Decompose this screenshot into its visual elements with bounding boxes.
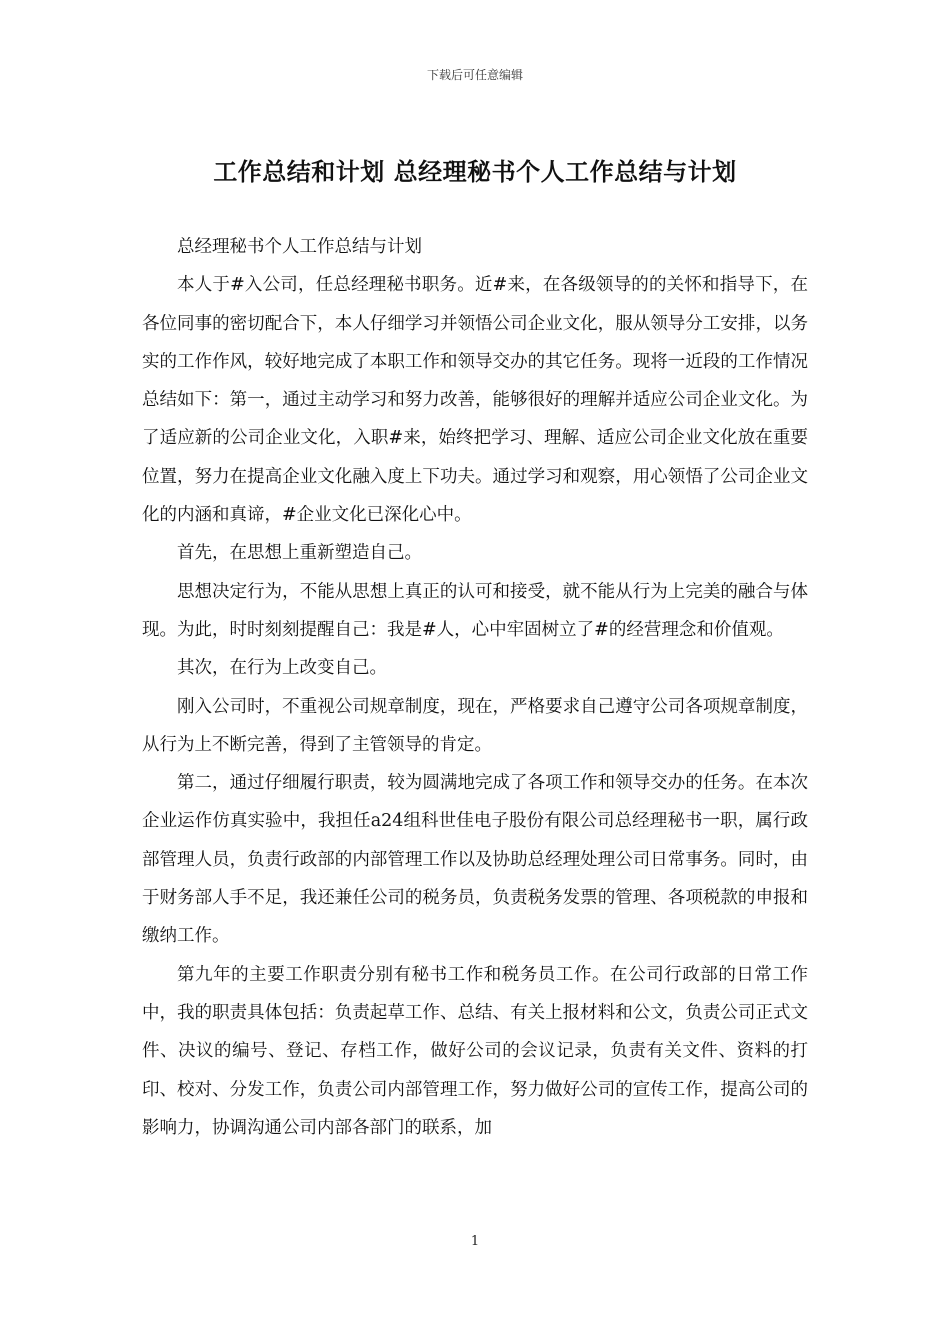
paragraph-subtitle: 总经理秘书个人工作总结与计划 — [177, 237, 422, 257]
paragraph-first-point: 首先，在思想上重新塑造自己。 — [177, 543, 422, 564]
page-header: 下载后可任意编辑 — [426, 68, 523, 82]
paragraph-duties: 第二，通过仔细履行职责，较为圆满地完成了各项工作和领导交办的任务。在本次企业运作仿真实验中，我担任a24组科世佳电子股份有限公司总经理秘书一职，属行政部管理人员，负责行政部的内部管理工作以及协助总经理处理公司日常事务。同时，由于财务部人手不足，我还兼任公司的税务员，负责税务发票的管理、各项税款的申报和缴纳工作。 — [142, 773, 808, 947]
document-body — [142, 228, 808, 1147]
paragraph-second-point: 其次，在行为上改变自己。 — [177, 658, 387, 679]
paragraph-intro: 本人于#入公司，任总经理秘书职务。近#来，在各级领导的的关怀和指导下，在各位同事的密切配合下，本人仔细学习并领悟公司企业文化，服从领导分工安排，以务实的工作作风，较好地完成了本职工作和领导交办的其它任务。现将一近段的工作情况总结如下：第一，通过主动学习和努力改善，能够很好的理解并适应公司企业文化。为了适应新的公司企业文化，入职#来，始终把学习、理解、适应公司企业文化放在重要位置，努力在提高企业文化融入度上下功夫。通过学习和观察，用心领悟了公司企业文化的内涵和真谛，#企业文化已深化心中。 — [142, 275, 808, 526]
document-title: 工作总结和计划 总经理秘书个人工作总结与计划 — [213, 157, 737, 186]
paragraph-ninth-year: 第九年的主要工作职责分别有秘书工作和税务员工作。在公司行政部的日常工作中，我的职责具体包括：负责起草工作、总结、有关上报材料和公文，负责公司正式文件、决议的编号、登记、存档工作，做好公司的会议记录，负责有关文件、资料的打印、校对、分发工作，负责公司内部管理工作，努力做好公司的宣传工作，提高公司的影响力，协调沟通公司内部各部门的联系，加 — [142, 964, 808, 1138]
paragraph-behavior: 刚入公司时，不重视公司规章制度，现在，严格要求自己遵守公司各项规章制度，从行为上不断完善，得到了主管领导的肯定。 — [142, 696, 808, 755]
paragraph-thought: 思想决定行为，不能从思想上真正的认可和接受，就不能从行为上完美的融合与体现。为此，时时刻刻提醒自己：我是#人，心中牢固树立了#的经营理念和价值观。 — [142, 581, 808, 640]
page-number: 1 — [470, 1234, 480, 1249]
